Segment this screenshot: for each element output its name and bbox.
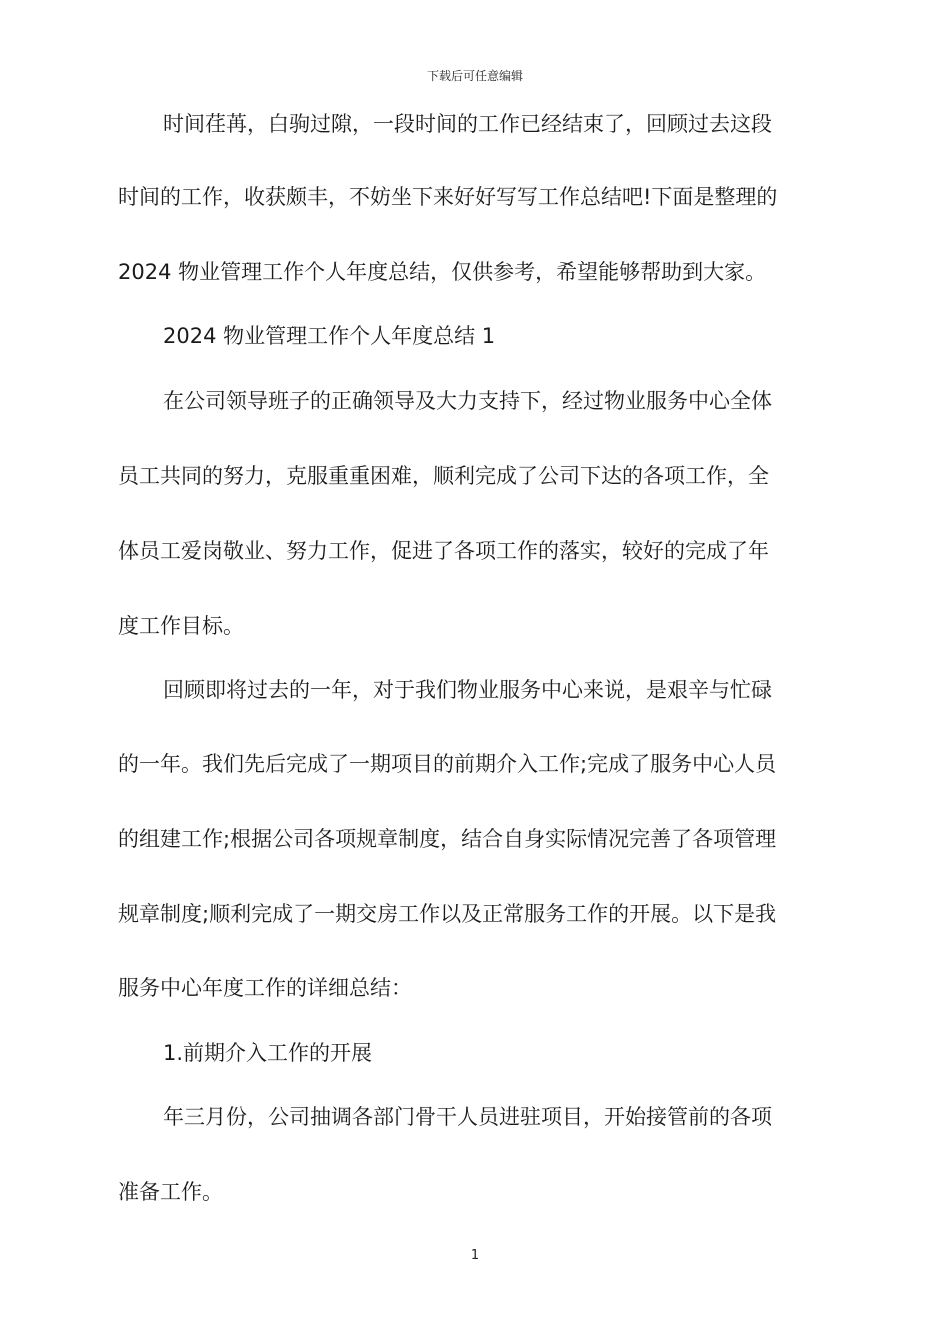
paragraph-line: 准备工作。 [118,1180,223,1204]
paragraph-line: 2024 物业管理工作个人年度总结，仅供参考，希望能够帮助到大家。 [118,260,767,284]
paragraph-line: 时间荏苒，白驹过隙，一段时间的工作已经结束了，回顾过去这段 [163,112,772,136]
paragraph-line: 时间的工作，收获颇丰，不妨坐下来好好写写工作总结吧!下面是整理的 [118,185,778,209]
paragraph-line: 体员工爱岗敬业、努力工作，促进了各项工作的落实，较好的完成了年 [118,539,769,563]
paragraph-line: 的一年。我们先后完成了一期项目的前期介入工作;完成了服务中心人员 [118,752,777,776]
paragraph-line: 的组建工作;根据公司各项规章制度，结合自身实际情况完善了各项管理 [118,827,777,851]
paragraph-line: 度工作目标。 [118,614,244,638]
section-heading: 1.前期介入工作的开展 [163,1041,373,1065]
paragraph-line: 年三月份，公司抽调各部门骨干人员进驻项目，开始接管前的各项 [163,1105,772,1129]
page-header: 下载后可任意编辑 [426,69,523,83]
paragraph-line: 规章制度;顺利完成了一期交房工作以及正常服务工作的开展。以下是我 [118,902,777,926]
paragraph-line: 员工共同的努力，克服重重困难，顺利完成了公司下达的各项工作，全 [118,464,769,488]
section-heading: 2024 物业管理工作个人年度总结 1 [163,324,496,348]
paragraph-line: 在公司领导班子的正确领导及大力支持下，经过物业服务中心全体 [163,389,772,413]
paragraph-line: 回顾即将过去的一年，对于我们物业服务中心来说，是艰辛与忙碌 [163,678,772,702]
paragraph-line: 服务中心年度工作的详细总结： [118,976,412,1000]
page-number: 1 [470,1248,480,1263]
